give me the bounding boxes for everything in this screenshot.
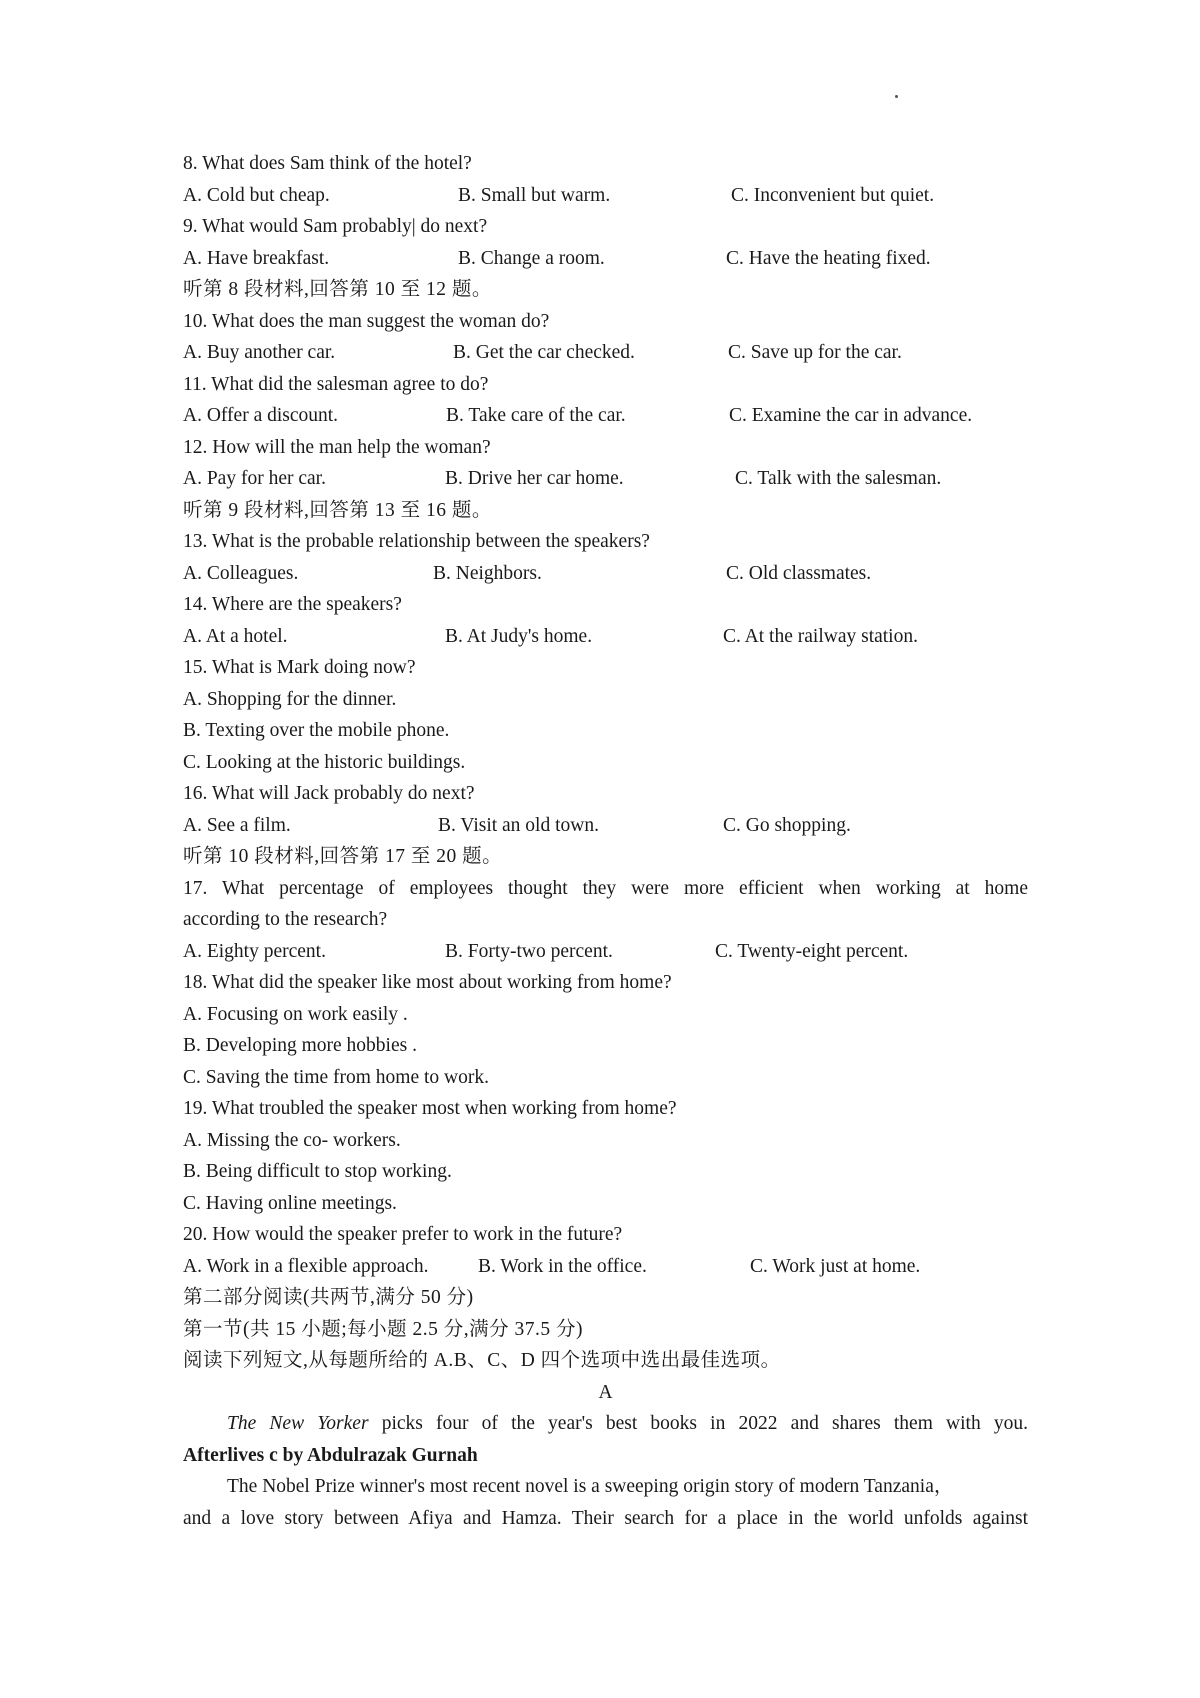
option-c: C. Talk with the salesman. <box>735 468 942 489</box>
section-title: 第一节(共 15 小题;每小题 2.5 分,满分 37.5 分) <box>183 1318 584 1340</box>
option-b: B. Neighbors. <box>433 562 542 584</box>
option-a: A. Offer a discount. <box>183 405 339 426</box>
options-row <box>183 337 1028 369</box>
option-b: B. Get the car checked. <box>453 342 635 363</box>
question-stem: 19. What troubled the speaker most when working from home? <box>183 1098 677 1119</box>
options-row <box>183 1251 1028 1283</box>
section-heading: 听第 8 段材料,回答第 10 至 12 题。 <box>183 279 492 300</box>
options-row <box>183 936 1028 968</box>
option-a: A. Cold but cheap. <box>183 184 330 206</box>
option-c: C. At the railway station. <box>723 625 918 647</box>
question-stem: 8. What does Sam think of the hotel? <box>183 153 472 174</box>
option-b: B. Developing more hobbies . <box>183 1035 417 1056</box>
part-title: 第二部分阅读(共两节,满分 50 分) <box>183 1287 474 1308</box>
option-c: C. Having online meetings. <box>183 1192 397 1214</box>
option-c: C. Inconvenient but quiet. <box>731 184 935 206</box>
question-stem: 11. What did the salesman agree to do? <box>183 373 489 395</box>
section-heading: 听第 10 段材料,回答第 17 至 20 题。 <box>183 846 503 867</box>
option-c: C. Twenty-eight percent. <box>715 940 909 962</box>
paragraph-line: and a love story between Afiya and Hamza. Their search for a place in the world unfolds against <box>183 1507 1028 1529</box>
paragraph-line: The Nobel Prize winner's most recent novel is a sweeping origin story of modern Tanzania， <box>227 1476 954 1497</box>
option-a: A. Pay for her car. <box>183 468 326 489</box>
question-stem-cont: according to the research? <box>183 909 388 930</box>
options-row <box>183 243 1028 275</box>
question-stem: 16. What will Jack probably do next? <box>183 783 475 804</box>
option-b: B. Change a room. <box>458 247 605 269</box>
option-c: C. Save up for the car. <box>728 342 902 363</box>
option-a: A. Shopping for the dinner. <box>183 688 397 710</box>
option-b: B. Drive her car home. <box>445 468 624 489</box>
section-heading: 听第 9 段材料,回答第 13 至 16 题。 <box>183 499 492 521</box>
options-row <box>183 463 1028 495</box>
option-b: B. Visit an old town. <box>438 814 599 836</box>
option-b: B. Work in the office. <box>478 1255 647 1277</box>
options-row <box>183 180 1028 212</box>
question-stem: 12. How will the man help the woman? <box>183 436 491 458</box>
intro-text: picks four of the year's best books in 2022 and shares them with you. <box>368 1413 1028 1434</box>
question-stem: 13. What is the probable relationship between the speakers? <box>183 531 650 552</box>
option-c: C. Examine the car in advance. <box>729 405 973 426</box>
question-stem: 18. What did the speaker like most about working from home? <box>183 972 672 993</box>
option-a: A. Have breakfast. <box>183 247 330 269</box>
intro-line <box>183 1408 1028 1440</box>
option-c: C. Old classmates. <box>726 562 872 584</box>
option-a: A. At a hotel. <box>183 625 288 647</box>
option-c: C. Looking at the historic buildings. <box>183 751 466 773</box>
option-a: A. Work in a flexible approach. <box>183 1255 429 1277</box>
option-b: B. Take care of the car. <box>446 405 626 426</box>
option-a: A. Colleagues. <box>183 562 299 584</box>
option-a: A. See a film. <box>183 814 291 836</box>
passage-label: A <box>598 1381 613 1403</box>
option-b: B. Texting over the mobile phone. <box>183 720 450 741</box>
question-stem: 14. Where are the speakers? <box>183 594 402 615</box>
option-b: B. Being difficult to stop working. <box>183 1161 452 1182</box>
page-mark <box>895 95 898 98</box>
option-a: A. Buy another car. <box>183 342 336 363</box>
option-a: A. Missing the co- workers. <box>183 1129 401 1151</box>
options-row <box>183 621 1028 653</box>
option-b: B. Forty-two percent. <box>445 940 613 962</box>
options-row <box>183 558 1028 590</box>
option-c: C. Have the heating fixed. <box>726 247 931 269</box>
option-c: C. Work just at home. <box>750 1255 921 1277</box>
question-stem: 10. What does the man suggest the woman do? <box>183 310 550 332</box>
exam-content <box>183 148 1028 1534</box>
question-stem: 17. What percentage of employees thought they were more efficient when working at home <box>183 877 1028 899</box>
option-c: C. Saving the time from home to work. <box>183 1066 490 1088</box>
instruction: 阅读下列短文,从每题所给的 A.B、C、D 四个选项中选出最佳选项。 <box>183 1350 781 1371</box>
question-stem: 15. What is Mark doing now? <box>183 657 416 678</box>
options-row <box>183 810 1028 842</box>
question-stem: 20. How would the speaker prefer to work in the future? <box>183 1224 623 1245</box>
option-b: B. Small but warm. <box>458 184 611 206</box>
option-b: B. At Judy's home. <box>445 625 593 647</box>
book-title: Afterlives c by Abdulrazak Gurnah <box>183 1444 478 1466</box>
publication-name: The New Yorker <box>227 1413 369 1434</box>
question-stem: 9. What would Sam probably| do next? <box>183 216 488 237</box>
options-row <box>183 400 1028 432</box>
option-c: C. Go shopping. <box>723 814 851 836</box>
option-a: A. Eighty percent. <box>183 940 326 962</box>
option-a: A. Focusing on work easily . <box>183 1003 408 1025</box>
